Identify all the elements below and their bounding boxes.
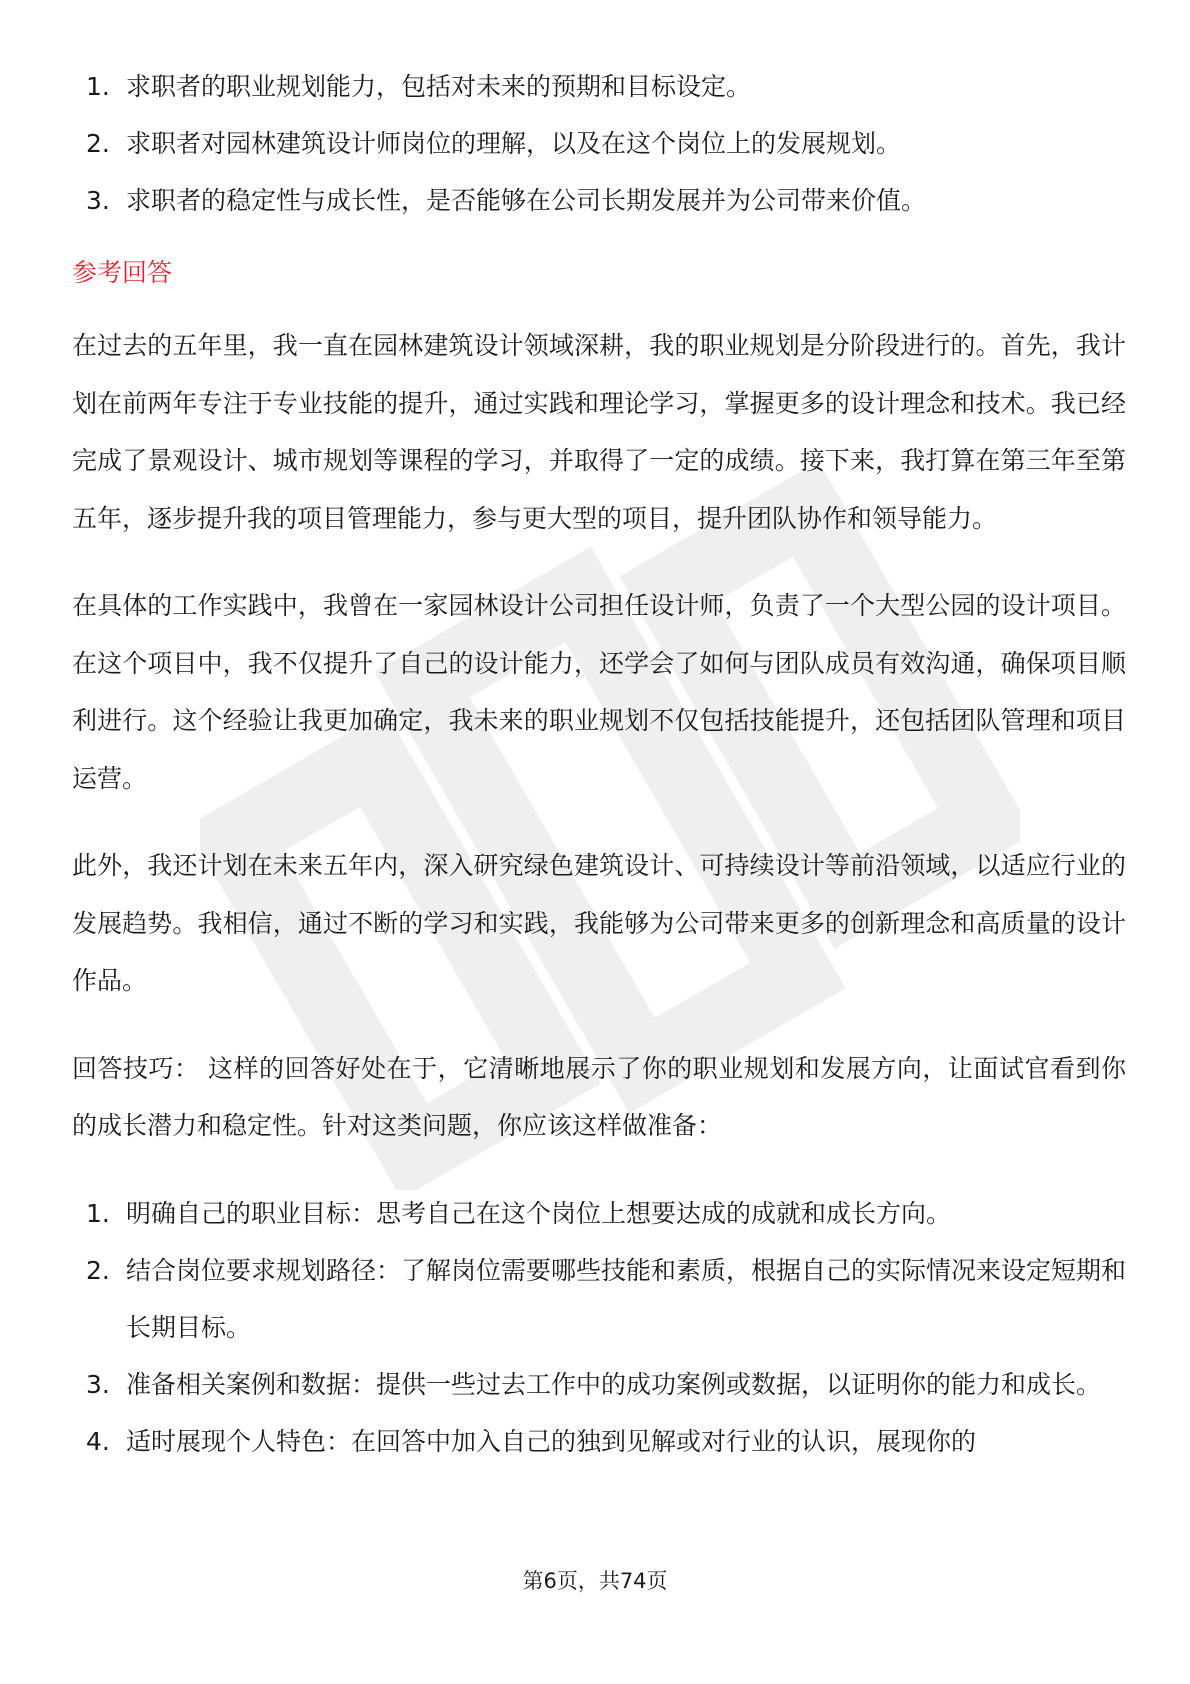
answer-paragraph: 在过去的五年里，我一直在园林建筑设计领域深耕，我的职业规划是分阶段进行的。首先，我计划在前两年专注于专业技能的提升，通过实践和理论学习，掌握更多的设计理念和技术。我已经完成了景观设计、城市规划等课程的学习，并取得了一定的成绩。接下来，我打算在第三年至第五年，逐步提升我的项目管理能力，参与更大型的项目，提升团队协作和领导能力。 xyxy=(72,331,1126,533)
answer-tips: 回答技巧： 这样的回答好处在于，它清晰地展示了你的职业规划和发展方向，让面试官看到你的成长潜力和稳定性。针对这类问题，你应该这样做准备： xyxy=(72,1053,1126,1140)
list-number: 4. xyxy=(86,1426,110,1456)
list-item xyxy=(72,1185,1126,1242)
page-number-footer: 第6页，共74页 xyxy=(522,1569,668,1593)
list-item-text: 求职者的稳定性与成长性，是否能够在公司长期发展并为公司带来价值。 xyxy=(126,186,927,215)
list-item-text: 求职者的职业规划能力，包括对未来的预期和目标设定。 xyxy=(126,72,752,101)
list-item xyxy=(72,172,1126,229)
list-item-text: 结合岗位要求规划路径：了解岗位需要哪些技能和素质，根据自己的实际情况来设定短期和长期目标。 xyxy=(126,1255,1127,1342)
list-item xyxy=(72,1413,1126,1470)
list-number: 1. xyxy=(86,1198,110,1228)
list-item-text: 明确自己的职业目标：思考自己在这个岗位上想要达成的成就和成长方向。 xyxy=(126,1198,952,1228)
list-number: 3. xyxy=(86,1369,110,1399)
list-item xyxy=(72,1242,1126,1356)
answer-paragraph: 在具体的工作实践中，我曾在一家园林设计公司担任设计师，负责了一个大型公园的设计项目。在这个项目中，我不仅提升了自己的设计能力，还学会了如何与团队成员有效沟通，确保项目顺利进行。这个经验让我更加确定，我未来的职业规划不仅包括技能提升，还包括团队管理和项目运营。 xyxy=(72,591,1126,793)
list-item xyxy=(72,1356,1126,1413)
list-item-text: 适时展现个人特色：在回答中加入自己的独到见解或对行业的认识，展现你的 xyxy=(126,1426,977,1456)
list-item-text: 准备相关案例和数据：提供一些过去工作中的成功案例或数据，以证明你的能力和成长。 xyxy=(126,1369,1102,1399)
list-item xyxy=(72,58,1126,115)
list-number: 2. xyxy=(86,1255,110,1285)
document-content xyxy=(72,58,1126,1470)
list-item xyxy=(72,115,1126,172)
focus-list xyxy=(72,58,1126,229)
tips-list xyxy=(72,1185,1126,1470)
list-number: 2. xyxy=(86,129,110,158)
list-number: 3. xyxy=(86,186,110,215)
answer-paragraph: 此外，我还计划在未来五年内，深入研究绿色建筑设计、可持续设计等前沿领域，以适应行业的发展趋势。我相信，通过不断的学习和实践，我能够为公司带来更多的创新理念和高质量的设计作品。 xyxy=(72,851,1126,995)
section-heading: 参考回答 xyxy=(72,258,173,287)
list-item-text: 求职者对园林建筑设计师岗位的理解，以及在这个岗位上的发展规划。 xyxy=(126,129,902,158)
list-number: 1. xyxy=(86,72,110,101)
